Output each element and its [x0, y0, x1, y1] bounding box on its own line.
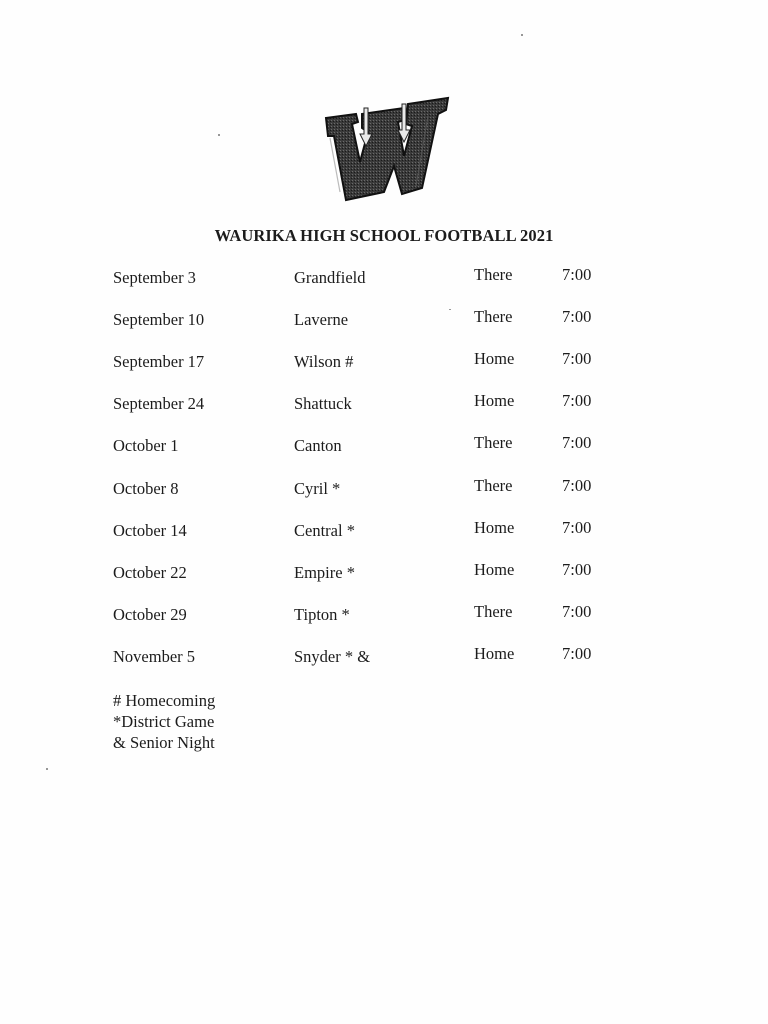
schedule-row	[0, 559, 768, 587]
legend-district-game: *District Game	[113, 712, 215, 731]
legend-senior-night: & Senior Night	[113, 733, 215, 752]
game-location: Home	[474, 391, 515, 411]
game-location: Home	[474, 349, 515, 369]
schedule-row	[0, 349, 768, 376]
schedule-row	[0, 391, 768, 418]
game-opponent: Laverne	[294, 310, 349, 330]
game-date: November 5	[113, 646, 196, 666]
scan-speck	[449, 309, 451, 310]
game-date: October 22	[113, 562, 187, 582]
game-location: Home	[474, 643, 515, 663]
game-opponent: Canton	[294, 436, 342, 456]
game-time: 7:00	[562, 265, 592, 284]
game-opponent: Wilson #	[294, 352, 354, 372]
game-time: 7:00	[562, 601, 592, 621]
schedule-row	[0, 475, 768, 503]
game-time: 7:00	[562, 391, 592, 411]
game-location: There	[474, 433, 513, 453]
game-location: Home	[474, 559, 515, 579]
scan-speck	[218, 134, 220, 136]
scan-speck	[521, 34, 523, 36]
game-time: 7:00	[562, 433, 592, 453]
game-date: September 17	[113, 352, 205, 372]
game-location: Home	[474, 517, 515, 537]
game-date: September 10	[113, 310, 205, 330]
game-date: October 8	[113, 478, 179, 498]
schedule-row	[0, 643, 768, 671]
game-time: 7:00	[562, 475, 592, 495]
game-opponent: Snyder * &	[294, 646, 371, 666]
schedule-row	[0, 265, 768, 292]
schedule-row	[0, 433, 768, 460]
game-time: 7:00	[562, 517, 592, 537]
game-time: 7:00	[562, 307, 592, 327]
game-date: September 24	[113, 394, 205, 414]
game-location: There	[474, 265, 513, 284]
page-title: WAURIKA HIGH SCHOOL FOOTBALL 2021	[214, 226, 554, 245]
game-opponent: Tipton *	[294, 604, 350, 624]
game-opponent: Cyril *	[294, 478, 341, 498]
scan-speck	[46, 768, 48, 770]
legend	[113, 690, 215, 753]
game-time: 7:00	[562, 559, 592, 579]
schedule-row	[0, 517, 768, 545]
game-opponent: Empire *	[294, 562, 355, 582]
game-location: There	[474, 475, 513, 495]
schedule-row	[0, 307, 768, 334]
game-date: October 14	[113, 520, 187, 540]
game-date: October 1	[113, 436, 179, 456]
game-date: October 29	[113, 604, 187, 624]
game-time: 7:00	[562, 643, 592, 663]
game-opponent: Central *	[294, 520, 355, 540]
schedule-row	[0, 601, 768, 629]
game-location: There	[474, 307, 513, 327]
waurika-w-logo	[316, 96, 452, 202]
game-date: September 3	[113, 268, 196, 287]
game-location: There	[474, 601, 513, 621]
game-time: 7:00	[562, 349, 592, 369]
game-opponent: Grandfield	[294, 268, 366, 287]
game-opponent: Shattuck	[294, 394, 352, 414]
legend-homecoming: # Homecoming	[113, 691, 216, 710]
